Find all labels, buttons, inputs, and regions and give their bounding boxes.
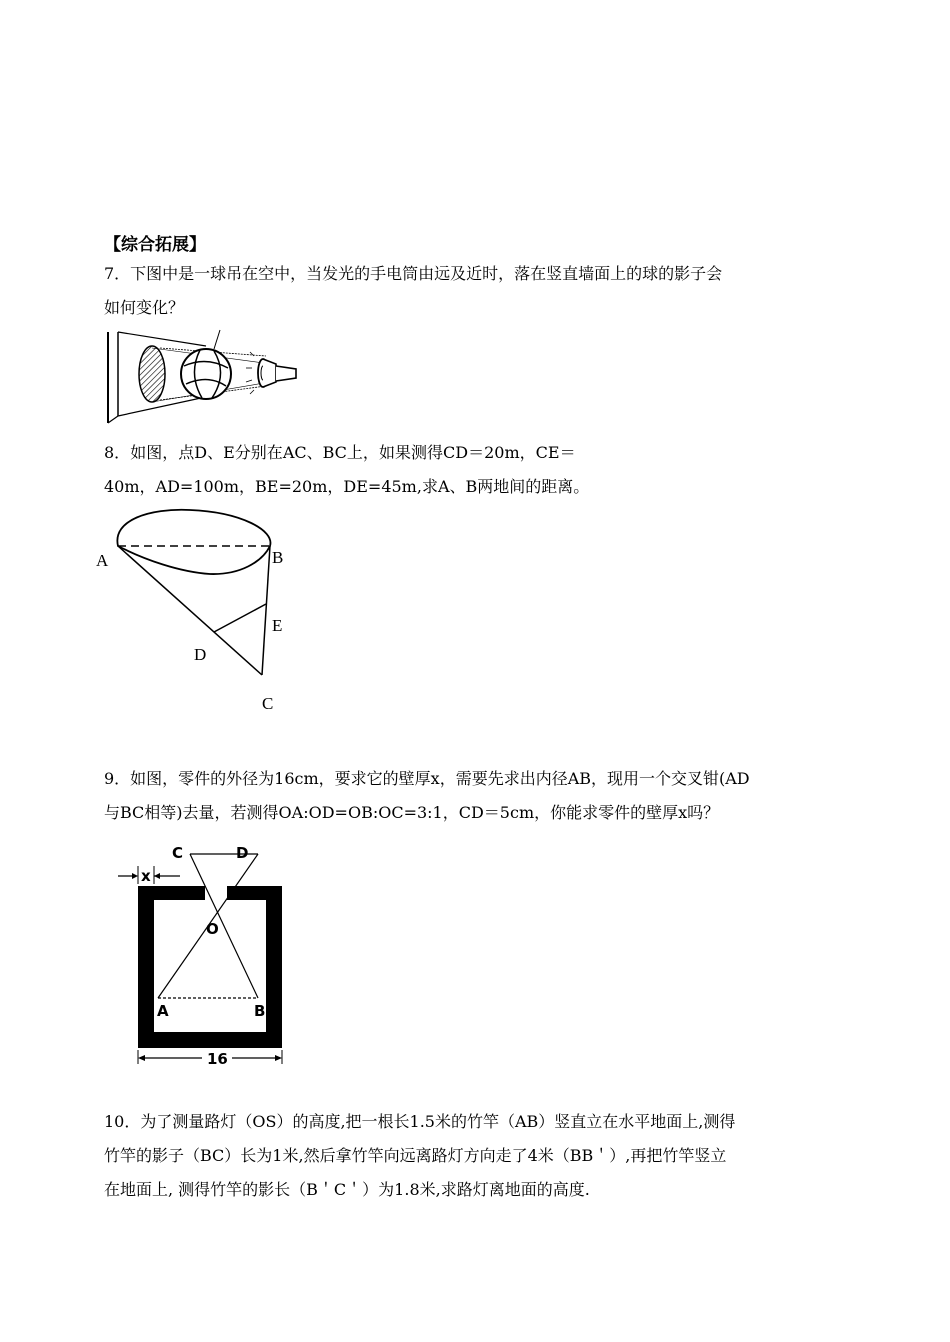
- question-7: [104, 257, 848, 325]
- question-10-line-3: 在地面上, 测得竹竿的影长（B＇C＇）为1.8米,求路灯离地面的高度.: [104, 1180, 590, 1199]
- label-B: B: [254, 1002, 266, 1020]
- label-O: O: [206, 920, 219, 938]
- question-8-line-1-token: CD: [443, 443, 469, 462]
- segment-AC: [118, 546, 262, 675]
- question-8-line-1-token: 如: [378, 443, 395, 462]
- question-8-line-1-token: AC: [282, 443, 307, 462]
- question-8-line-1-token: 如: [130, 443, 147, 462]
- question-8-line-1-token: 点: [178, 443, 195, 462]
- question-10-line-1: 10．为了测量路灯（OS）的高度,把一根长1.5米的竹竿（AB）竖直立在水平地面上,测得: [104, 1112, 736, 1131]
- label-x: x: [141, 867, 151, 885]
- figure-lake-triangle: [90, 500, 310, 720]
- question-8-line-1-token: 图，: [146, 443, 179, 462]
- question-8-line-1-token: 分: [234, 443, 251, 462]
- question-9: [104, 762, 848, 830]
- question-8-line-1-token: 20m，: [484, 443, 536, 462]
- question-8-line-1-token: 8．: [104, 443, 131, 462]
- section-heading: 【综合拓展】: [104, 235, 206, 255]
- question-8-line-1-token: BC: [322, 443, 347, 462]
- question-9-line-1: 9．如图，零件的外径为16cm，要求它的壁厚x，需要先求出内径AB，现用一个交叉钳(AD: [104, 769, 750, 788]
- label-A: A: [96, 551, 109, 570]
- question-8-line-1: [104, 436, 848, 470]
- question-8-line-1-token: 别: [250, 443, 267, 462]
- flashlight-handle: [276, 366, 296, 381]
- wall-top: [118, 332, 206, 346]
- label-C: C: [172, 844, 184, 862]
- label-D: D: [236, 844, 249, 862]
- question-8-line-1-token: 上，: [346, 443, 379, 462]
- label-A: A: [157, 1002, 169, 1020]
- lake-outline: [117, 510, 270, 574]
- question-8-line-2: 40m，AD=100m，BE=20m，DE=45m,求A、B两地间的距离。: [104, 477, 590, 496]
- question-7-line-2: 如何变化？: [104, 298, 185, 317]
- question-8-line-1-token: 在: [266, 443, 283, 462]
- shadow-ellipse: [139, 346, 165, 402]
- question-8-line-1-token: ＝: [468, 443, 485, 462]
- question-8-line-1-token: 果: [394, 443, 411, 462]
- figure-ball-shadow-flashlight: [96, 328, 306, 428]
- label-E: E: [272, 616, 283, 635]
- segment-DE: [214, 604, 266, 632]
- question-10-line-2: 竹竿的影子（BC）长为1米,然后拿竹竿向远离路灯方向走了4米（BB＇）,再把竹竿竖立: [104, 1146, 727, 1165]
- question-8-line-1-token: CE: [535, 443, 560, 462]
- question-8-line-1-token: ＝: [559, 443, 576, 462]
- question-8-line-1-token: E: [223, 443, 235, 462]
- segment-CB: [190, 854, 258, 998]
- label-B: B: [272, 548, 284, 567]
- question-8-line-1-token: 得: [426, 443, 443, 462]
- question-8-line-1-token: 、: [207, 443, 224, 462]
- segment-BC: [262, 546, 270, 675]
- question-8-line-1-token: 测: [410, 443, 427, 462]
- question-9-line-2: 与BC相等)去量，若测得OA:OD=OB:OC=3:1，CD＝5cm，你能求零件的壁厚x吗？: [104, 803, 720, 822]
- label-width: 16: [207, 1050, 228, 1068]
- question-7-line-1: 7．下图中是一球吊在空中，当发光的手电筒由远及近时，落在竖直墙面上的球的影子会: [104, 264, 723, 283]
- question-10: [104, 1105, 848, 1207]
- question-8-line-1-token: D: [194, 443, 208, 462]
- ball: [181, 349, 231, 399]
- question-8-line-1-token: 、: [306, 443, 323, 462]
- label-C: C: [262, 694, 274, 713]
- figure-part-caliper: [110, 838, 300, 1068]
- part-walls: [138, 886, 282, 1048]
- question-8: [104, 436, 848, 504]
- label-D: D: [194, 645, 207, 664]
